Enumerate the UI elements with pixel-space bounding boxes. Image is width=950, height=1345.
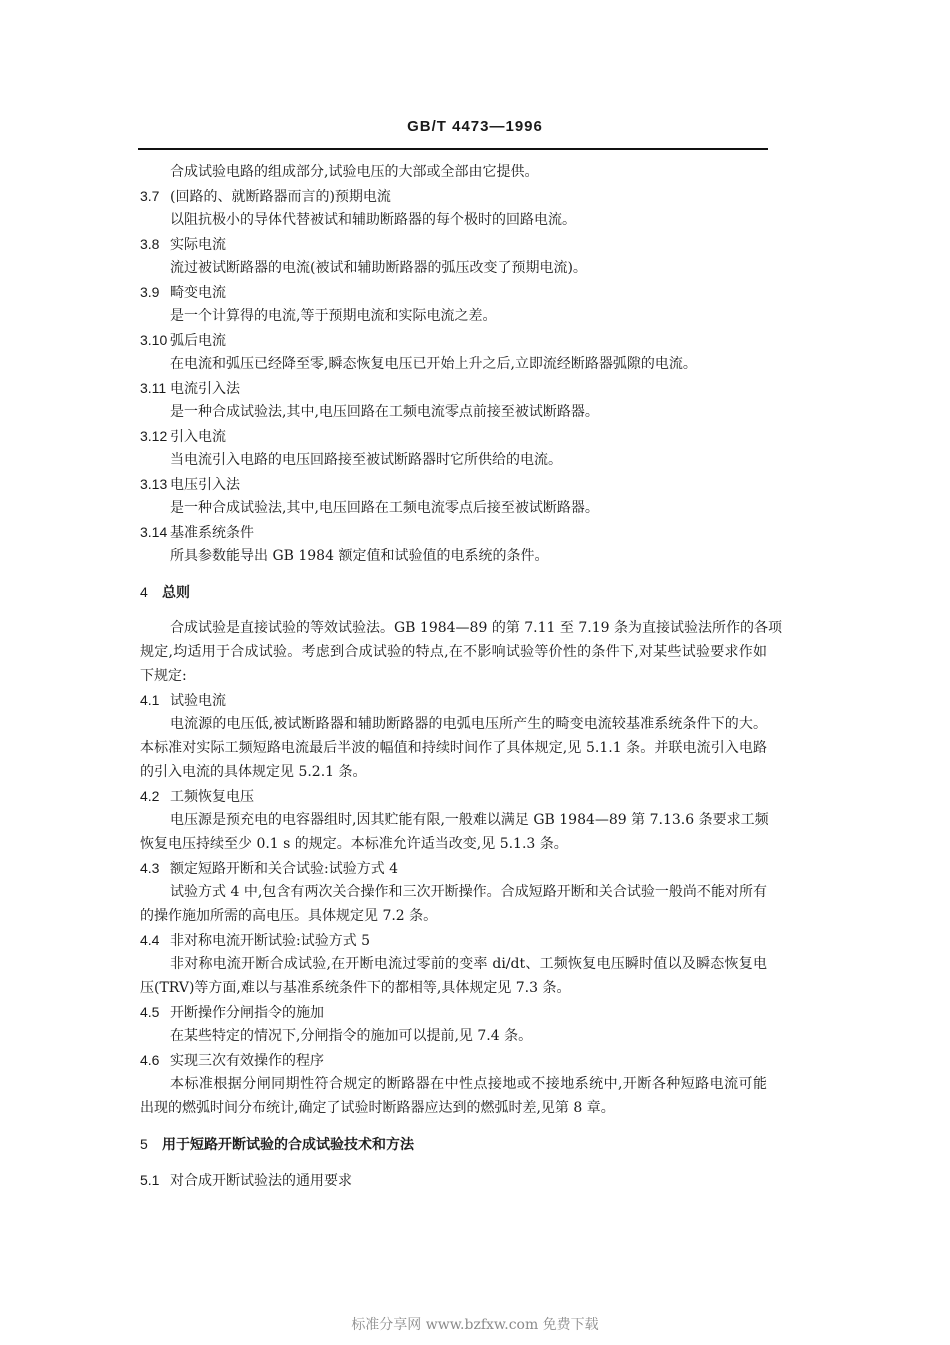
clause-heading bbox=[140, 424, 767, 448]
body-line: 合成试验是直接试验的等效试验法。GB 1984—89 的第 7.11 至 7.19 条为直接试验法所作的各项 bbox=[170, 620, 782, 636]
watermark-footer: 标准分享网 www.bzfxw.com 免费下载 bbox=[351, 1317, 599, 1333]
clause-number: 3.13 bbox=[140, 476, 168, 492]
clause-number: 4.1 bbox=[140, 692, 160, 708]
clause-title: 试验电流 bbox=[170, 693, 226, 709]
clause-number: 3.8 bbox=[140, 236, 160, 252]
clause-text-line: 试验方式 4 中,包含有两次关合操作和三次开断操作。合成短路开断和关合试验一般尚不能对所有 bbox=[170, 884, 767, 900]
clause-text-line: 出现的燃弧时间分布统计,确定了试验时断路器应达到的燃弧时差,见第 8 章。 bbox=[140, 1100, 615, 1116]
clause-number: 3.11 bbox=[140, 380, 167, 396]
clause-title: 畸变电流 bbox=[170, 285, 226, 301]
clause-number: 3.14 bbox=[140, 524, 168, 540]
clause-text-line: 的操作施加所需的高电压。具体规定见 7.2 条。 bbox=[140, 908, 438, 924]
clause-number: 4.6 bbox=[140, 1052, 160, 1068]
clause-number: 5.1 bbox=[140, 1172, 160, 1188]
header-rule bbox=[138, 148, 768, 150]
body-line: 合成试验电路的组成部分,试验电压的大部或全部由它提供。 bbox=[170, 164, 539, 180]
clause-heading bbox=[140, 784, 767, 808]
section-title: 用于短路开断试验的合成试验技术和方法 bbox=[162, 1137, 414, 1153]
clause-title: 实现三次有效操作的程序 bbox=[170, 1053, 324, 1069]
body-line: 下规定: bbox=[140, 668, 187, 684]
clause-text-line: 的引入电流的具体规定见 5.2.1 条。 bbox=[140, 764, 367, 780]
section-title: 总则 bbox=[162, 585, 190, 601]
clause-text-line: 压(TRV)等方面,难以与基准系统条件下的都相等,具体规定见 7.3 条。 bbox=[140, 980, 571, 996]
clause-text: 以阻抗极小的导体代替被试和辅助断路器的每个极时的回路电流。 bbox=[170, 212, 576, 228]
clause-heading bbox=[140, 376, 767, 400]
document-body bbox=[140, 160, 782, 1192]
body-line: 规定,均适用于合成试验。考虑到合成试验的特点,在不影响试验等价性的条件下,对某些试验要求作如 bbox=[140, 644, 767, 660]
clause-text-line: 电压源是预充电的电容器组时,因其贮能有限,一般难以满足 GB 1984—89 第 7.13.6 条要求工频 bbox=[170, 812, 769, 828]
clause-title: 工频恢复电压 bbox=[170, 789, 254, 805]
clause-text-line: 恢复电压持续至少 0.1 s 的规定。本标准允许适当改变,见 5.1.3 条。 bbox=[140, 836, 568, 852]
section-5-heading bbox=[140, 1132, 767, 1156]
section-number: 5 bbox=[140, 1136, 148, 1152]
clause-title: 电流引入法 bbox=[170, 381, 240, 397]
clause-heading bbox=[140, 856, 767, 880]
clause-text: 流过被试断路器的电流(被试和辅助断路器的弧压改变了预期电流)。 bbox=[170, 260, 587, 276]
clause-number: 4.3 bbox=[140, 860, 160, 876]
clause-heading bbox=[140, 1048, 767, 1072]
clause-title: 额定短路开断和关合试验:试验方式 4 bbox=[170, 861, 399, 877]
clause-heading bbox=[140, 328, 767, 352]
clause-text-line: 本标准对实际工频短路电流最后半波的幅值和持续时间作了具体规定,见 5.1.1 条。并联电流引入电路 bbox=[140, 740, 767, 756]
section-4-heading bbox=[140, 580, 767, 604]
clause-text: 当电流引入电路的电压回路接至被试断路器时它所供给的电流。 bbox=[170, 452, 562, 468]
clause-text-line: 电流源的电压低,被试断路器和辅助断路器的电弧电压所产生的畸变电流较基准系统条件下的大。 bbox=[170, 716, 767, 732]
clause-heading bbox=[140, 1168, 767, 1192]
clause-text: 是一个计算得的电流,等于预期电流和实际电流之差。 bbox=[170, 308, 497, 324]
document-header: GB/T 4473—1996 bbox=[407, 118, 543, 135]
clause-text-line: 非对称电流开断合成试验,在开断电流过零前的变率 di/dt、工频恢复电压瞬时值以及瞬态恢复电 bbox=[170, 956, 767, 972]
clause-text-line: 本标准根据分闸同期性符合规定的断路器在中性点接地或不接地系统中,开断各种短路电流可能 bbox=[170, 1076, 767, 1092]
clause-text: 是一种合成试验法,其中,电压回路在工频电流零点后接至被试断路器。 bbox=[170, 500, 599, 516]
clause-number: 3.7 bbox=[140, 188, 160, 204]
clause-heading bbox=[140, 1000, 767, 1024]
clause-number: 3.10 bbox=[140, 332, 168, 348]
section-number: 4 bbox=[140, 584, 148, 600]
clause-text: 是一种合成试验法,其中,电压回路在工频电流零点前接至被试断路器。 bbox=[170, 404, 599, 420]
clauses-4 bbox=[140, 688, 767, 1120]
clause-number: 3.12 bbox=[140, 428, 168, 444]
clause-title: 对合成开断试验法的通用要求 bbox=[170, 1173, 352, 1189]
clause-number: 3.9 bbox=[140, 284, 160, 300]
clause-heading bbox=[140, 928, 767, 952]
clause-title: 实际电流 bbox=[170, 237, 226, 253]
clause-text: 所具参数能导出 GB 1984 额定值和试验值的电系统的条件。 bbox=[170, 548, 549, 564]
clause-title: 引入电流 bbox=[170, 429, 226, 445]
clause-title: 基准系统条件 bbox=[170, 525, 254, 541]
clause-text-line: 在某些特定的情况下,分闸指令的施加可以提前,见 7.4 条。 bbox=[170, 1028, 533, 1044]
clause-number: 4.4 bbox=[140, 932, 160, 948]
clause-heading bbox=[140, 280, 767, 304]
clause-heading bbox=[140, 520, 767, 544]
clause-title: 电压引入法 bbox=[170, 477, 240, 493]
clause-title: 开断操作分闸指令的施加 bbox=[170, 1005, 324, 1021]
clause-number: 4.5 bbox=[140, 1004, 160, 1020]
clause-text: 在电流和弧压已经降至零,瞬态恢复电压已开始上升之后,立即流经断路器弧隙的电流。 bbox=[170, 356, 697, 372]
clause-heading bbox=[140, 184, 767, 208]
clause-heading bbox=[140, 472, 767, 496]
clause-title: 弧后电流 bbox=[170, 333, 226, 349]
clause-heading bbox=[140, 688, 767, 712]
clause-number: 4.2 bbox=[140, 788, 160, 804]
clause-title: (回路的、就断路器而言的)预期电流 bbox=[170, 189, 391, 205]
clauses-3 bbox=[140, 184, 767, 568]
clause-heading bbox=[140, 232, 767, 256]
clause-title: 非对称电流开断试验:试验方式 5 bbox=[170, 933, 371, 949]
